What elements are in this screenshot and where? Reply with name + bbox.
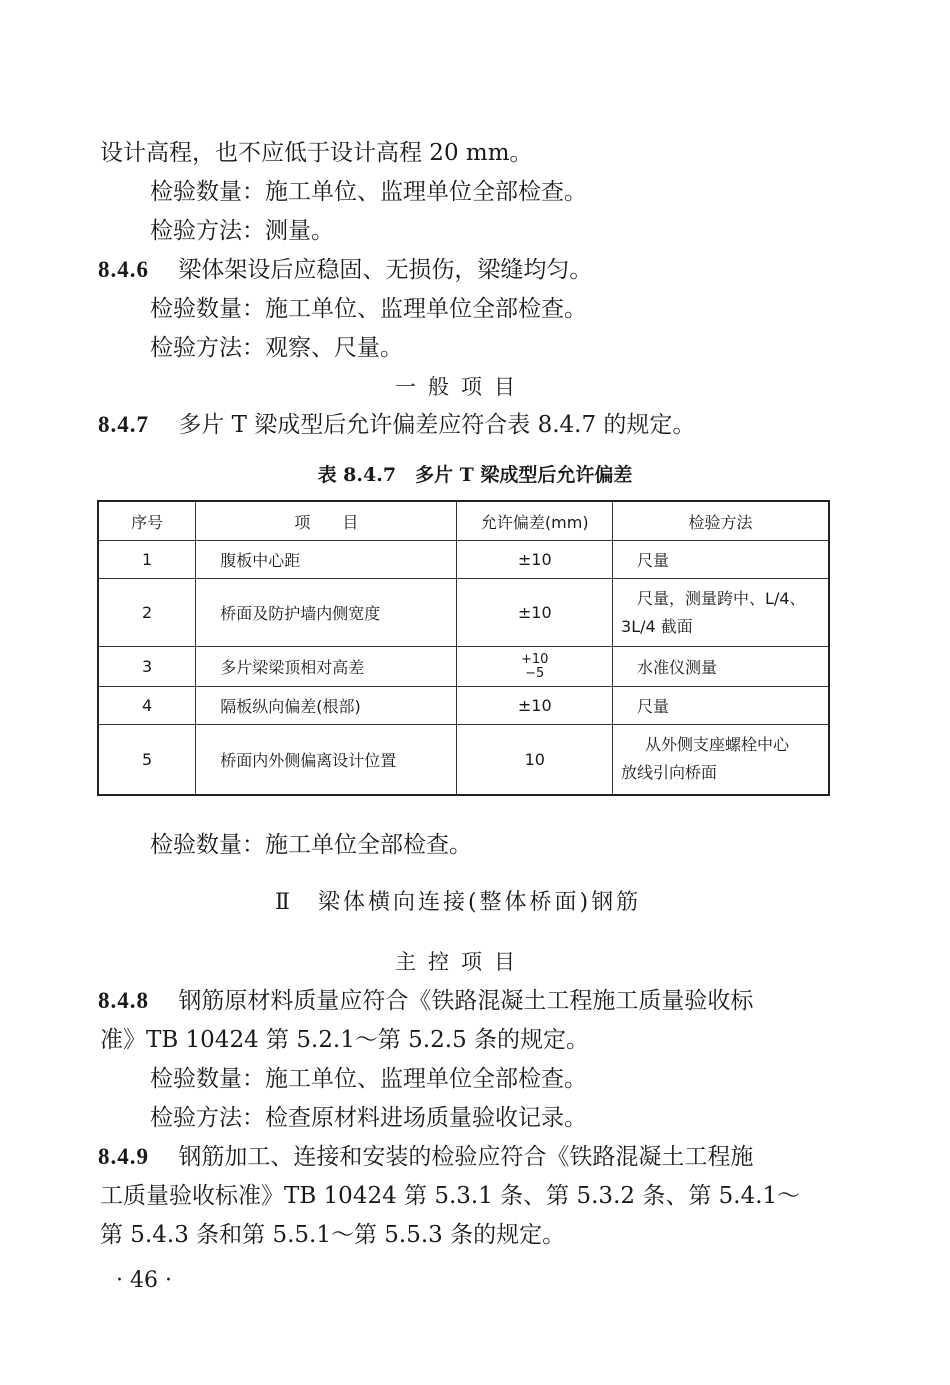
section-heading-main: 主控项目: [395, 950, 527, 974]
page-number: · 46 ·: [116, 1268, 172, 1293]
paragraph-line: 检验方法：观察、尺量。: [150, 335, 403, 361]
clause-8-4-6: [98, 255, 592, 285]
paragraph-line: 检验数量：施工单位、监理单位全部检查。: [150, 1066, 587, 1092]
table-row: [98, 687, 829, 725]
table-row: [98, 541, 829, 579]
clause-text: 梁体架设后应稳固、无损伤，梁缝均匀。: [178, 257, 593, 283]
tolerance-stack: [521, 653, 548, 681]
cell-tolerance: [457, 647, 613, 687]
paragraph-line: 第 5.4.3 条和第 5.5.1～第 5.5.3 条的规定。: [100, 1222, 566, 1248]
header-no: 序号: [98, 501, 196, 541]
method-line: 3L/4 截面: [621, 616, 693, 636]
clause-8-4-7: [98, 410, 695, 440]
method-line: 放线引向桥面: [621, 763, 718, 783]
paragraph-line: 检验数量：施工单位全部检查。: [150, 832, 472, 858]
method-line: 尺量，测量跨中、L/4、: [637, 588, 806, 608]
table-caption: 表 8.4.7 多片 T 梁成型后允许偏差: [317, 464, 633, 486]
paragraph-line: 工质量验收标准》TB 10424 第 5.3.1 条、第 5.3.2 条、第 5.4.1～: [100, 1183, 801, 1209]
method-line: 从外侧支座螺栓中心: [645, 735, 790, 755]
cell-tolerance: 10: [457, 725, 613, 795]
cell-item: 多片梁梁顶相对高差: [196, 647, 457, 687]
paragraph-line: 检验方法：检查原材料进场质量验收记录。: [150, 1105, 587, 1131]
table-row: [98, 725, 829, 795]
cell-method: 尺量: [613, 541, 829, 579]
cell-method: 尺量: [613, 687, 829, 725]
clause-number: 8.4.6: [98, 257, 149, 282]
cell-tolerance: ±10: [457, 579, 613, 647]
clause-number: 8.4.7: [98, 412, 149, 437]
clause-text: 钢筋原材料质量应符合《铁路混凝土工程施工质量验收标: [178, 988, 754, 1014]
table-row: [98, 579, 829, 647]
clause-text: 钢筋加工、连接和安装的检验应符合《铁路混凝土工程施: [178, 1144, 754, 1170]
cell-tolerance: ±10: [457, 687, 613, 725]
cell-item: 腹板中心距: [196, 541, 457, 579]
tolerance-lower: −5: [525, 665, 545, 681]
section-heading-ii: Ⅱ 梁体横向连接(整体桥面)钢筋: [275, 890, 642, 915]
header-method: 检验方法: [613, 501, 829, 541]
cell-method: [613, 725, 829, 795]
section-heading-general: 一般项目: [395, 375, 527, 399]
cell-method: [613, 579, 829, 647]
clause-number: 8.4.9: [98, 1144, 149, 1169]
clause-8-4-9: [98, 1142, 753, 1172]
cell-method: 水准仪测量: [613, 647, 829, 687]
paragraph-line: 准》TB 10424 第 5.2.1～第 5.2.5 条的规定。: [100, 1027, 590, 1053]
clause-text: 多片 T 梁成型后允许偏差应符合表 8.4.7 的规定。: [178, 412, 696, 438]
clause-number: 8.4.8: [98, 988, 149, 1013]
cell-item: 桥面及防护墙内侧宽度: [196, 579, 457, 647]
cell-no: 4: [98, 687, 196, 725]
cell-tolerance: ±10: [457, 541, 613, 579]
cell-item: 隔板纵向偏差(根部): [196, 687, 457, 725]
cell-item: 桥面内外侧偏离设计位置: [196, 725, 457, 795]
table-row: [98, 647, 829, 687]
cell-no: 5: [98, 725, 196, 795]
table-header-row: [98, 501, 829, 541]
header-tolerance: 允许偏差(mm): [457, 501, 613, 541]
cell-no: 1: [98, 541, 196, 579]
header-item: 项 目: [196, 501, 457, 541]
paragraph-line: 检验数量：施工单位、监理单位全部检查。: [150, 296, 587, 322]
tolerance-upper: +10: [521, 651, 549, 667]
tolerance-table: [97, 500, 830, 796]
paragraph-line: 设计高程，也不应低于设计高程 20 mm。: [100, 140, 533, 166]
cell-no: 2: [98, 579, 196, 647]
cell-no: 3: [98, 647, 196, 687]
paragraph-line: 检验方法：测量。: [150, 218, 334, 244]
paragraph-line: 检验数量：施工单位、监理单位全部检查。: [150, 179, 587, 205]
clause-8-4-8: [98, 986, 753, 1016]
